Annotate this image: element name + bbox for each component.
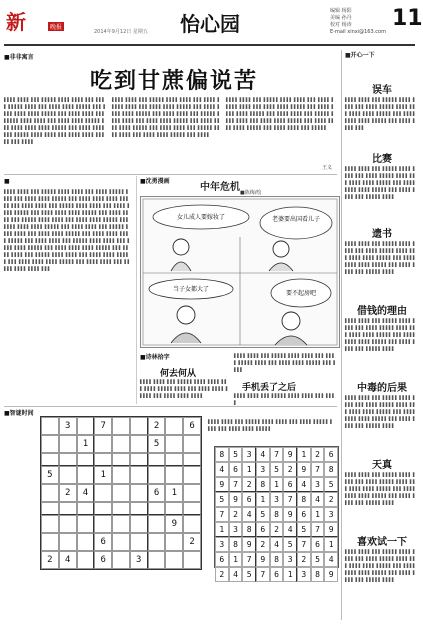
story-column-3: ▌▌▌▌ ▌▌▌▌ ▌▌▌ ▌▌▌▌▌ ▌▌▌▌ ▌▌▌▌ ▌▌▌ ▌▌▌▌ ▌▌▌▌▌ ▌▌▌▌ ▌▌▌ ▌▌▌▌ ▌▌▌▌ ▌▌▌▌▌ ▌▌▌ ▌▌▌▌ ▌▌▌▌ ▌▌▌▌ ▌▌▌▌▌ ▌▌▌ ▌▌▌▌ ▌▌▌▌ ▌▌▌ ▌▌▌▌▌ ▌▌▌▌ ▌▌▌▌ ▌▌▌ ▌▌▌▌ ▌▌▌▌ ▌▌▌▌▌ ▌▌▌ ▌▌▌▌ ▌▌▌▌ ▌▌▌▌ ▌▌▌▌▌ ▌▌▌ ▌▌▌▌ ▌▌▌▌ ▌▌▌ ▌▌▌▌▌ xyxy=(226,97,335,130)
sudoku-cell xyxy=(112,533,130,551)
sudoku-cell xyxy=(94,484,112,502)
sudoku-cell xyxy=(41,417,59,435)
answer-cell: 4 xyxy=(256,447,270,462)
sudoku-cell xyxy=(183,551,201,569)
sudoku-rules-text: ▌▌▌▌ ▌▌▌▌ ▌▌▌ ▌▌▌▌▌ ▌▌▌▌ ▌▌▌▌ ▌▌▌ ▌▌▌▌ ▌▌▌▌▌ ▌▌▌▌ ▌▌▌ ▌▌▌▌ ▌▌▌▌ ▌▌▌▌▌ xyxy=(208,419,334,431)
answer-cell: 3 xyxy=(242,447,256,462)
answer-cell: 7 xyxy=(215,507,229,522)
sudoku-cell xyxy=(59,502,77,515)
sudoku-cell xyxy=(148,502,166,515)
answer-cell: 9 xyxy=(324,567,338,582)
sudoku-cell xyxy=(183,484,201,502)
masthead xyxy=(0,0,423,44)
section-title: 怡心园 xyxy=(180,12,240,36)
answer-cell: 2 xyxy=(311,447,325,462)
left-column-kicker: ■ xyxy=(4,178,10,185)
sudoku-cell: 6 xyxy=(94,551,112,569)
sudoku-cell xyxy=(112,551,130,569)
cartoon-bubble-right xyxy=(260,207,332,239)
sudoku-cell xyxy=(94,502,112,515)
sudoku-cell xyxy=(183,515,201,533)
joke-heading: 喜欢试一下 xyxy=(357,537,407,548)
joke-text: ▌▌▌▌ ▌▌▌▌ ▌▌▌ ▌▌▌▌▌ ▌▌▌▌ ▌▌▌▌ ▌▌▌ ▌▌▌▌ ▌▌▌▌▌ ▌▌▌▌ ▌▌▌ ▌▌▌▌ ▌▌▌▌ ▌▌▌▌▌ ▌▌▌ ▌▌▌▌ ▌▌▌▌ ▌▌▌▌ ▌▌▌▌▌ ▌▌▌ ▌▌▌▌ ▌▌▌▌ ▌▌▌ ▌▌▌▌▌ ▌▌▌▌ xyxy=(345,472,416,505)
poem-text: ▌▌▌▌ ▌▌▌▌ ▌▌▌ ▌▌▌▌▌ ▌▌▌▌ ▌▌▌▌ ▌▌▌ ▌▌▌▌ ▌▌▌▌▌ ▌▌▌▌ ▌▌▌ ▌▌▌▌ ▌▌▌▌ ▌▌▌▌▌ ▌▌▌ ▌▌▌▌ ▌▌▌▌ ▌▌▌▌ xyxy=(140,379,229,398)
sudoku-cell xyxy=(77,502,95,515)
answer-cell: 8 xyxy=(297,492,311,507)
sudoku-cell xyxy=(94,453,112,466)
answer-cell: 9 xyxy=(297,462,311,477)
answer-cell: 2 xyxy=(256,537,270,552)
sudoku-cell xyxy=(112,484,130,502)
answer-cell: 2 xyxy=(297,552,311,567)
answer-cell: 2 xyxy=(242,477,256,492)
answer-cell: 6 xyxy=(297,507,311,522)
answer-cell: 1 xyxy=(297,447,311,462)
left-column-text: ▌▌▌▌ ▌▌▌▌ ▌▌▌ ▌▌▌▌▌ ▌▌▌▌ ▌▌▌▌ ▌▌▌ ▌▌▌▌ ▌▌▌▌▌ ▌▌▌▌ ▌▌▌ ▌▌▌▌ ▌▌▌▌ ▌▌▌▌▌ ▌▌▌ ▌▌▌▌ ▌▌▌▌ ▌▌▌▌ ▌▌▌▌▌ ▌▌▌ ▌▌▌▌ ▌▌▌▌ ▌▌▌ ▌▌▌▌▌ ▌▌▌▌ ▌▌▌▌ ▌▌▌ ▌▌▌▌ ▌▌▌▌ ▌▌▌▌▌ ▌▌▌ ▌▌▌▌ ▌▌▌▌ ▌▌▌▌ ▌▌▌▌▌ ▌▌▌ ▌▌▌▌ ▌▌▌▌ ▌▌▌ ▌▌▌▌▌ ▌▌▌▌ ▌▌▌▌ ▌▌▌ ▌▌▌▌ ▌▌▌▌ ▌▌▌▌▌ ▌▌▌ ▌▌▌▌ ▌▌▌▌ ▌▌▌▌ ▌▌▌▌▌ ▌▌▌ ▌▌▌▌ ▌▌▌▌ ▌▌▌ ▌▌▌▌▌ ▌▌▌▌ ▌▌▌▌ ▌▌▌ ▌▌▌▌ ▌▌▌▌ ▌▌▌▌▌ ▌▌▌ ▌▌▌▌ ▌▌▌▌ ▌▌▌▌ ▌▌▌▌▌ ▌▌▌ ▌▌▌▌ ▌▌▌▌ ▌▌▌ ▌▌▌▌▌ ▌▌▌▌ ▌▌▌▌ ▌▌▌ ▌▌▌▌ ▌▌▌▌ ▌▌▌▌▌ ▌▌▌ ▌▌▌▌ ▌▌▌▌ ▌▌▌▌ ▌▌▌▌▌ ▌▌▌ ▌▌▌▌ ▌▌▌▌ ▌▌▌ ▌▌▌▌▌ ▌▌▌▌ ▌▌▌▌ ▌▌▌ ▌▌▌▌ ▌▌▌▌ ▌▌▌▌▌ ▌▌▌ ▌▌▌▌ ▌▌▌▌ ▌▌▌▌ ▌▌▌▌▌ ▌▌▌ ▌▌▌▌ ▌▌▌▌ ▌▌▌ ▌▌▌▌▌ ▌▌▌▌ ▌▌▌▌ ▌▌▌ xyxy=(4,189,131,271)
answer-cell: 5 xyxy=(256,507,270,522)
sudoku-cell xyxy=(148,551,166,569)
answer-cell: 2 xyxy=(324,492,338,507)
answer-cell: 6 xyxy=(256,522,270,537)
sudoku-cell: 2 xyxy=(41,551,59,569)
editor-info xyxy=(330,8,392,36)
cartoon-bubble-left xyxy=(153,205,249,229)
answer-cell: 4 xyxy=(297,477,311,492)
sudoku-cell xyxy=(41,435,59,453)
sudoku-cell xyxy=(59,435,77,453)
story-byline: 王义 xyxy=(322,165,333,171)
story-column-1: ▌▌▌▌ ▌▌▌▌ ▌▌▌ ▌▌▌▌▌ ▌▌▌▌ ▌▌▌▌ ▌▌▌ ▌▌▌▌ ▌▌▌▌▌ ▌▌▌▌ ▌▌▌ ▌▌▌▌ ▌▌▌▌ ▌▌▌▌▌ ▌▌▌ ▌▌▌▌ ▌▌▌▌ ▌▌▌▌ ▌▌▌▌▌ ▌▌▌ ▌▌▌▌ ▌▌▌▌ ▌▌▌ ▌▌▌▌▌ ▌▌▌▌ ▌▌▌▌ ▌▌▌ ▌▌▌▌ ▌▌▌▌ ▌▌▌▌▌ ▌▌▌ ▌▌▌▌ ▌▌▌▌ ▌▌▌▌ ▌▌▌▌▌ ▌▌▌ ▌▌▌▌ ▌▌▌▌ ▌▌▌ ▌▌▌▌▌ ▌▌▌▌ ▌▌▌▌ ▌▌▌ ▌▌▌▌ ▌▌▌▌ ▌▌▌▌▌ ▌▌▌ ▌▌▌▌ xyxy=(4,97,107,144)
joke-text: ▌▌▌▌ ▌▌▌▌ ▌▌▌ ▌▌▌▌▌ ▌▌▌▌ ▌▌▌▌ ▌▌▌ ▌▌▌▌ ▌▌▌▌▌ ▌▌▌▌ ▌▌▌ ▌▌▌▌ ▌▌▌▌ ▌▌▌▌▌ ▌▌▌ ▌▌▌▌ ▌▌▌▌ ▌▌▌▌ ▌▌▌▌▌ ▌▌▌ ▌▌▌▌ ▌▌▌▌ ▌▌▌ ▌▌▌▌▌ ▌▌▌▌ xyxy=(345,241,416,274)
bubble-text: 女儿成人要嫁妆了 xyxy=(176,214,226,221)
joke-heading: 借钱的理由 xyxy=(357,306,407,317)
answer-cell: 4 xyxy=(311,492,325,507)
meta-line: 编辑 杨阳 xyxy=(330,8,352,14)
sudoku-answer-grid xyxy=(214,446,339,579)
answer-cell: 3 xyxy=(324,507,338,522)
joke-heading: 遗书 xyxy=(372,229,392,240)
sudoku-cell xyxy=(59,515,77,533)
sudoku-cell xyxy=(165,502,183,515)
answer-cell: 7 xyxy=(270,447,284,462)
answer-cell: 8 xyxy=(256,477,270,492)
answer-cell: 7 xyxy=(297,537,311,552)
sudoku-cell xyxy=(148,533,166,551)
sudoku-cell: 1 xyxy=(94,466,112,484)
sudoku-puzzle-grid xyxy=(40,416,202,570)
sudoku-cell: 5 xyxy=(148,435,166,453)
answer-cell: 5 xyxy=(229,447,243,462)
sudoku-cell xyxy=(59,533,77,551)
answer-cell: 3 xyxy=(215,537,229,552)
answer-cell: 9 xyxy=(324,522,338,537)
cartoon-bubble-bottom-left xyxy=(149,279,233,299)
sudoku-cell xyxy=(165,533,183,551)
answer-cell: 4 xyxy=(229,567,243,582)
joke-heading: 误车 xyxy=(372,85,392,96)
answer-cell: 7 xyxy=(229,477,243,492)
joke-text: ▌▌▌▌ ▌▌▌▌ ▌▌▌ ▌▌▌▌▌ ▌▌▌▌ ▌▌▌▌ ▌▌▌ ▌▌▌▌ ▌▌▌▌▌ ▌▌▌▌ ▌▌▌ ▌▌▌▌ ▌▌▌▌ ▌▌▌▌▌ ▌▌▌ ▌▌▌▌ ▌▌▌▌ ▌▌▌▌ ▌▌▌▌▌ ▌▌▌ ▌▌▌▌ ▌▌▌▌ ▌▌▌ ▌▌▌▌▌ ▌▌▌▌ xyxy=(345,318,416,351)
poem-section-label: ■诗林拾字 xyxy=(140,354,170,361)
section-divider xyxy=(4,174,337,175)
answer-cell: 1 xyxy=(256,492,270,507)
newspaper-logo: 新 xyxy=(6,10,24,34)
answer-cell: 9 xyxy=(242,537,256,552)
sudoku-cell xyxy=(165,417,183,435)
meta-line: 美编 孙丹 xyxy=(330,15,352,21)
answer-cell: 2 xyxy=(270,522,284,537)
joke-text: ▌▌▌▌ ▌▌▌▌ ▌▌▌ ▌▌▌▌▌ ▌▌▌▌ ▌▌▌▌ ▌▌▌ ▌▌▌▌ ▌▌▌▌▌ ▌▌▌▌ ▌▌▌ ▌▌▌▌ ▌▌▌▌ ▌▌▌▌▌ ▌▌▌ ▌▌▌▌ ▌▌▌▌ ▌▌▌▌ ▌▌▌▌▌ ▌▌▌ ▌▌▌▌ ▌▌▌▌ ▌▌▌ ▌▌▌▌▌ ▌▌▌▌ xyxy=(345,395,416,428)
meta-line: 校对 杨涛 xyxy=(330,22,352,28)
answer-cell: 6 xyxy=(270,567,284,582)
sudoku-cell: 6 xyxy=(148,484,166,502)
answer-cell: 1 xyxy=(242,462,256,477)
sudoku-cell xyxy=(165,466,183,484)
sudoku-cell xyxy=(77,466,95,484)
sudoku-cell: 7 xyxy=(94,417,112,435)
story-column-2: ▌▌▌▌ ▌▌▌▌ ▌▌▌ ▌▌▌▌▌ ▌▌▌▌ ▌▌▌▌ ▌▌▌ ▌▌▌▌ ▌▌▌▌▌ ▌▌▌▌ ▌▌▌ ▌▌▌▌ ▌▌▌▌ ▌▌▌▌▌ ▌▌▌ ▌▌▌▌ ▌▌▌▌ ▌▌▌▌ ▌▌▌▌▌ ▌▌▌ ▌▌▌▌ ▌▌▌▌ ▌▌▌ ▌▌▌▌▌ ▌▌▌▌ ▌▌▌▌ ▌▌▌ ▌▌▌▌ ▌▌▌▌ ▌▌▌▌▌ ▌▌▌ ▌▌▌▌ ▌▌▌▌ ▌▌▌▌ ▌▌▌▌▌ ▌▌▌ ▌▌▌▌ ▌▌▌▌ ▌▌▌ ▌▌▌▌▌ ▌▌▌▌ ▌▌▌▌ ▌▌▌ ▌▌▌▌ ▌▌▌▌ ▌▌▌▌▌ ▌▌▌ ▌▌▌▌ xyxy=(112,97,221,137)
answer-cell: 8 xyxy=(311,567,325,582)
answer-cell: 3 xyxy=(256,462,270,477)
column-kicker: ■非非寓言 xyxy=(4,54,34,61)
sudoku-cell xyxy=(77,453,95,466)
publication-date: 2014年9月12日 星期五 xyxy=(94,29,148,35)
sudoku-cell: 3 xyxy=(59,417,77,435)
answer-cell: 8 xyxy=(324,462,338,477)
answer-cell: 1 xyxy=(229,552,243,567)
sudoku-cell: 9 xyxy=(165,515,183,533)
sudoku-cell xyxy=(59,453,77,466)
answer-cell: 6 xyxy=(215,552,229,567)
funny-section-label: ■开心一下 xyxy=(345,52,375,59)
answer-cell: 2 xyxy=(215,567,229,582)
answer-cell: 9 xyxy=(215,477,229,492)
answer-cell: 5 xyxy=(311,552,325,567)
sudoku-cell xyxy=(41,484,59,502)
sudoku-cell xyxy=(130,484,148,502)
answer-cell: 5 xyxy=(297,522,311,537)
answer-cell: 8 xyxy=(229,537,243,552)
sudoku-cell xyxy=(77,533,95,551)
answer-cell: 3 xyxy=(283,552,297,567)
answer-cell: 6 xyxy=(229,462,243,477)
sudoku-cell xyxy=(77,551,95,569)
answer-cell: 3 xyxy=(311,477,325,492)
meta-line: E-mail xinxi@163.com xyxy=(330,29,386,35)
sudoku-cell xyxy=(183,453,201,466)
cartoon-section-label: ■沈勇漫画 xyxy=(140,178,170,185)
joke-text: ▌▌▌▌ ▌▌▌▌ ▌▌▌ ▌▌▌▌▌ ▌▌▌▌ ▌▌▌▌ ▌▌▌ ▌▌▌▌ ▌▌▌▌▌ ▌▌▌▌ ▌▌▌ ▌▌▌▌ ▌▌▌▌ ▌▌▌▌▌ ▌▌▌ ▌▌▌▌ ▌▌▌▌ ▌▌▌▌ ▌▌▌▌▌ ▌▌▌ ▌▌▌▌ ▌▌▌▌ ▌▌▌ ▌▌▌▌▌ ▌▌▌▌ xyxy=(345,166,416,199)
cartoon-author: ■陈梅/绘 xyxy=(240,190,262,196)
answer-cell: 4 xyxy=(270,537,284,552)
sudoku-cell xyxy=(112,435,130,453)
sudoku-cell xyxy=(165,551,183,569)
sudoku-cell: 2 xyxy=(59,484,77,502)
joke-heading: 比赛 xyxy=(372,154,392,165)
answer-cell: 4 xyxy=(324,552,338,567)
sudoku-cell xyxy=(130,417,148,435)
bubble-text: 老婆要出国看儿子 xyxy=(271,216,321,223)
sudoku-cell: 4 xyxy=(59,551,77,569)
sudoku-cell xyxy=(59,466,77,484)
answer-cell: 1 xyxy=(311,507,325,522)
sudoku-cell: 2 xyxy=(148,417,166,435)
sudoku-cell xyxy=(183,502,201,515)
answer-cell: 4 xyxy=(215,462,229,477)
answer-cell: 1 xyxy=(270,477,284,492)
answer-cell: 9 xyxy=(283,507,297,522)
cartoon-title: 中年危机 xyxy=(200,182,240,193)
sudoku-cell xyxy=(112,515,130,533)
answer-cell: 8 xyxy=(242,522,256,537)
sudoku-cell xyxy=(41,533,59,551)
sudoku-cell xyxy=(183,466,201,484)
answer-cell: 3 xyxy=(229,522,243,537)
answer-cell: 9 xyxy=(256,552,270,567)
sudoku-cell xyxy=(165,435,183,453)
answer-cell: 5 xyxy=(283,537,297,552)
joke-text: ▌▌▌▌ ▌▌▌▌ ▌▌▌ ▌▌▌▌▌ ▌▌▌▌ ▌▌▌▌ ▌▌▌ ▌▌▌▌ ▌▌▌▌▌ ▌▌▌▌ ▌▌▌ ▌▌▌▌ ▌▌▌▌ ▌▌▌▌▌ ▌▌▌ ▌▌▌▌ ▌▌▌▌ ▌▌▌▌ ▌▌▌▌▌ ▌▌▌ ▌▌▌▌ ▌▌▌▌ ▌▌▌ ▌▌▌▌▌ ▌▌▌▌ xyxy=(345,549,416,582)
sudoku-cell xyxy=(130,466,148,484)
sudoku-cell xyxy=(183,435,201,453)
sudoku-cell xyxy=(77,515,95,533)
answer-cell: 7 xyxy=(311,462,325,477)
sudoku-cell xyxy=(41,515,59,533)
answer-cell: 5 xyxy=(324,477,338,492)
answer-cell: 2 xyxy=(283,462,297,477)
sudoku-cell: 5 xyxy=(41,466,59,484)
sudoku-cell xyxy=(130,502,148,515)
answer-cell: 1 xyxy=(324,537,338,552)
answer-cell: 7 xyxy=(283,492,297,507)
answer-cell: 2 xyxy=(229,507,243,522)
joke-heading: 天真 xyxy=(372,460,392,471)
sudoku-section-label: ■智谜时间 xyxy=(4,410,34,417)
sudoku-cell xyxy=(77,417,95,435)
answer-cell: 8 xyxy=(215,447,229,462)
sudoku-cell xyxy=(41,453,59,466)
sudoku-cell xyxy=(130,533,148,551)
answer-cell: 3 xyxy=(297,567,311,582)
right-column xyxy=(341,50,419,620)
answer-cell: 6 xyxy=(311,537,325,552)
phone-story-text: ▌▌▌▌ ▌▌▌▌ ▌▌▌ ▌▌▌▌▌ ▌▌▌▌ ▌▌▌▌ ▌▌▌ ▌▌▌▌ ▌▌▌▌▌ ▌▌▌▌ ▌▌▌ ▌▌▌▌ ▌▌▌▌ ▌▌▌▌▌ ▌▌▌ ▌▌▌▌ xyxy=(234,353,337,372)
sudoku-cell xyxy=(94,435,112,453)
answer-cell: 8 xyxy=(270,507,284,522)
logo-subtitle: 晚报 xyxy=(50,24,63,31)
answer-cell: 1 xyxy=(283,567,297,582)
answer-cell: 9 xyxy=(283,447,297,462)
headline: 吃到甘蔗偏说苦 xyxy=(90,68,259,94)
sudoku-cell xyxy=(148,515,166,533)
answer-cell: 8 xyxy=(270,552,284,567)
sudoku-cell xyxy=(148,466,166,484)
answer-cell: 5 xyxy=(242,567,256,582)
answer-cell: 7 xyxy=(256,567,270,582)
sudoku-cell xyxy=(130,453,148,466)
phone-story-text-2: ▌▌▌▌ ▌▌▌▌ ▌▌▌ ▌▌▌▌▌ ▌▌▌▌ ▌▌▌▌ ▌▌▌ ▌▌▌▌ xyxy=(234,393,336,405)
sudoku-cell: 6 xyxy=(183,417,201,435)
sudoku-cell xyxy=(165,453,183,466)
bubble-text: 当子女都大了 xyxy=(172,286,210,293)
sudoku-cell xyxy=(112,466,130,484)
poem-title: 何去何从 xyxy=(160,369,197,379)
sudoku-cell: 1 xyxy=(77,435,95,453)
answer-cell: 6 xyxy=(242,492,256,507)
sudoku-cell xyxy=(41,502,59,515)
sudoku-cell xyxy=(112,453,130,466)
joke-heading: 中毒的后果 xyxy=(357,383,407,394)
sudoku-cell xyxy=(148,453,166,466)
sudoku-cell xyxy=(112,417,130,435)
answer-cell: 7 xyxy=(242,552,256,567)
sudoku-cell xyxy=(130,515,148,533)
masthead-rule xyxy=(4,44,415,46)
answer-cell: 4 xyxy=(242,507,256,522)
sudoku-cell: 2 xyxy=(183,533,201,551)
answer-cell: 7 xyxy=(311,522,325,537)
sudoku-cell: 4 xyxy=(77,484,95,502)
sudoku-cell xyxy=(94,515,112,533)
page-number: 11 xyxy=(392,6,423,31)
bubble-text: 要不起房吧 xyxy=(285,290,317,297)
sudoku-cell xyxy=(130,435,148,453)
joke-text: ▌▌▌▌ ▌▌▌▌ ▌▌▌ ▌▌▌▌▌ ▌▌▌▌ ▌▌▌▌ ▌▌▌ ▌▌▌▌ ▌▌▌▌▌ ▌▌▌▌ ▌▌▌ ▌▌▌▌ ▌▌▌▌ ▌▌▌▌▌ ▌▌▌ ▌▌▌▌ ▌▌▌▌ ▌▌▌▌ ▌▌▌▌▌ ▌▌▌ ▌▌▌▌ ▌▌▌▌ ▌▌▌ xyxy=(345,97,416,130)
answer-cell: 6 xyxy=(283,477,297,492)
sudoku-cell: 1 xyxy=(165,484,183,502)
answer-cell: 6 xyxy=(324,447,338,462)
sudoku-cell: 3 xyxy=(130,551,148,569)
cartoon-bubble-bottom-right xyxy=(271,279,331,307)
phone-story-title: 手机丢了之后 xyxy=(242,383,297,393)
answer-cell: 9 xyxy=(229,492,243,507)
answer-cell: 3 xyxy=(270,492,284,507)
answer-cell: 1 xyxy=(215,522,229,537)
sudoku-cell xyxy=(112,502,130,515)
answer-cell: 4 xyxy=(283,522,297,537)
sudoku-cell: 6 xyxy=(94,533,112,551)
answer-cell: 5 xyxy=(215,492,229,507)
column-rule xyxy=(136,176,137,404)
answer-cell: 5 xyxy=(270,462,284,477)
cartoon-illustration xyxy=(140,196,340,348)
section-divider xyxy=(4,406,337,407)
